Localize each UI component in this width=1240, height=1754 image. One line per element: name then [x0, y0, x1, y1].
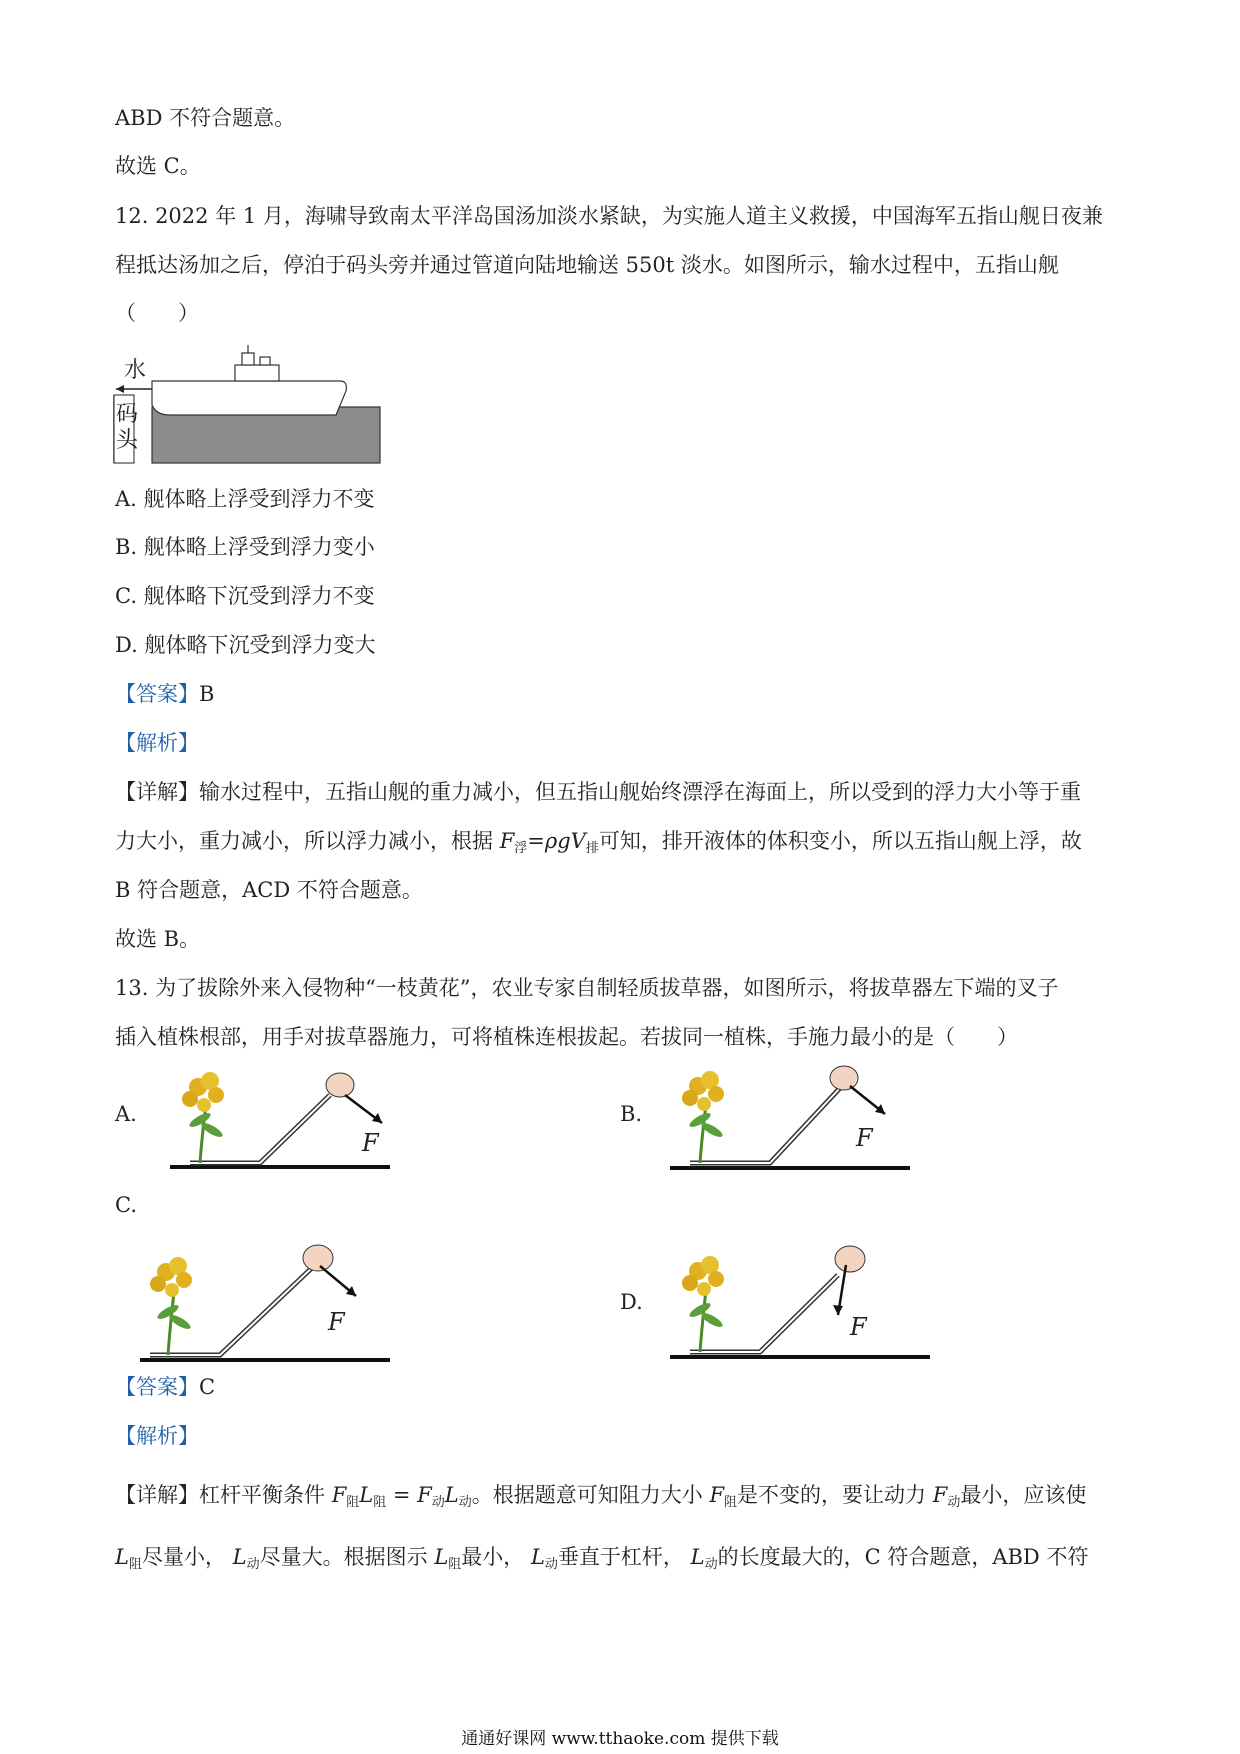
detail-text: 力大小，重力减小，所以浮力减小，根据 [115, 829, 493, 853]
detail-text: 尽量小， [141, 1545, 226, 1569]
force-label: F [328, 1308, 345, 1336]
option-c-label: C. [115, 1193, 137, 1217]
detail-text: 最小， [461, 1545, 525, 1569]
water-label: 水 [124, 358, 147, 383]
detail-line [115, 1480, 1086, 1518]
analysis-line [115, 728, 199, 758]
var-f: F [709, 1483, 725, 1507]
var-l: L [115, 1545, 129, 1569]
detail-text: 的长度最大的，C 符合题意，ABD 不符 [717, 1545, 1089, 1569]
ship-dock-figure [110, 345, 390, 465]
option-b: B. 舰体略上浮受到浮力变小 [115, 535, 375, 559]
detail-tag: 【详解】 [115, 1483, 199, 1507]
answer-line [115, 679, 214, 709]
detail-line [115, 826, 1082, 864]
answer-value: B [199, 682, 215, 706]
formula-rho: ρgV [544, 829, 586, 853]
var-l: L [530, 1545, 545, 1569]
var-f: F [932, 1483, 948, 1507]
detail-text: 输水过程中，五指山舰的重力减小，但五指山舰始终漂浮在海面上，所以受到的浮力大小等于重 [199, 780, 1081, 804]
var-l: L [434, 1545, 449, 1569]
force-label: F [856, 1124, 873, 1152]
weeder-figure-b [660, 1060, 920, 1175]
force-label: F [850, 1313, 867, 1341]
detail-line [115, 777, 1081, 807]
formula-sub: 排 [585, 841, 599, 856]
formula-eq: = [527, 829, 545, 853]
analysis-tag: 【解析】 [115, 1424, 199, 1448]
option-a: A. 舰体略上浮受到浮力不变 [115, 487, 375, 511]
dock-label: 码 [116, 402, 139, 427]
option-d: D. 舰体略下沉受到浮力变大 [115, 633, 376, 657]
formula-sub: 浮 [514, 841, 528, 856]
weeder-figure-a [160, 1065, 400, 1175]
var-f: F [331, 1483, 347, 1507]
question-12-blank: （ ） [115, 301, 199, 325]
detail-text: 杠杆平衡条件 [199, 1483, 325, 1507]
question-12-stem: 12. 2022 年 1 月，海啸导致南太平洋岛国汤加淡水紧缺，为实施人道主义救援，中国海军五指山舰日夜兼 [115, 204, 1103, 228]
var-l: L [359, 1483, 374, 1507]
detail-line: 故选 B。 [115, 927, 201, 951]
detail-text: 可知，排开液体的体积变小，所以五指山舰上浮，故 [598, 829, 1082, 853]
detail-text: 最小，应该使 [960, 1483, 1087, 1507]
detail-tag: 【详解】 [115, 780, 199, 804]
analysis-tag: 【解析】 [115, 731, 199, 755]
answer-tag: 【答案】 [115, 682, 199, 706]
text-line: ABD 不符合题意。 [115, 106, 296, 130]
weeder-figure-c [130, 1242, 400, 1367]
var-sub: 动 [544, 1557, 558, 1572]
var-l: L [232, 1545, 247, 1569]
equals: = [386, 1483, 418, 1507]
page-footer: 通通好课网 www.tthaoke.com 提供下载 [461, 1729, 779, 1749]
var-l: L [690, 1545, 705, 1569]
var-sub: 阻 [346, 1495, 360, 1510]
detail-line: B 符合题意，ACD 不符合题意。 [115, 878, 423, 902]
var-sub: 动 [431, 1495, 445, 1510]
question-13-stem: 13. 为了拔除外来入侵物种“一枝黄花”，农业专家自制轻质拔草器，如图所示，将拔草器左下端的叉子 [115, 976, 1059, 1000]
var-sub: 动 [947, 1495, 961, 1510]
detail-line [115, 1542, 1088, 1580]
detail-text: 是不变的，要让动力 [737, 1483, 927, 1507]
detail-text: 垂直于杠杆， [557, 1545, 684, 1569]
answer-tag: 【答案】 [115, 1375, 199, 1399]
var-sub: 阻 [724, 1495, 738, 1510]
option-a-label: A. [115, 1102, 137, 1126]
answer-line [115, 1372, 215, 1402]
var-f: F [417, 1483, 432, 1507]
var-sub: 动 [246, 1557, 260, 1572]
detail-text: 尽量大。根据图示 [259, 1545, 428, 1569]
option-c: C. 舰体略下沉受到浮力不变 [115, 584, 375, 608]
answer-value: C [199, 1375, 216, 1399]
detail-text: 。根据题意可知阻力大小 [471, 1483, 703, 1507]
var-l: L [444, 1483, 459, 1507]
var-sub: 阻 [128, 1557, 142, 1572]
dock-label: 头 [116, 428, 139, 453]
force-label: F [362, 1129, 379, 1157]
var-sub: 阻 [373, 1495, 387, 1510]
question-12-stem: 程抵达汤加之后，停泊于码头旁并通过管道向陆地输送 550t 淡水。如图所示，输水过程中，五指山舰 [115, 253, 1059, 277]
formula-f: F [499, 829, 515, 853]
question-13-stem: 插入植株根部，用手对拔草器施力，可将植株连根拔起。若拔同一植株，手施力最小的是（ ） [115, 1025, 1018, 1049]
option-d-label: D. [620, 1290, 643, 1314]
analysis-line [115, 1421, 199, 1451]
option-b-label: B. [620, 1102, 643, 1126]
weeder-figure-d [660, 1235, 940, 1365]
text-line: 故选 C。 [115, 154, 201, 178]
var-sub: 动 [704, 1557, 718, 1572]
var-sub: 阻 [448, 1557, 462, 1572]
var-sub: 动 [458, 1495, 472, 1510]
